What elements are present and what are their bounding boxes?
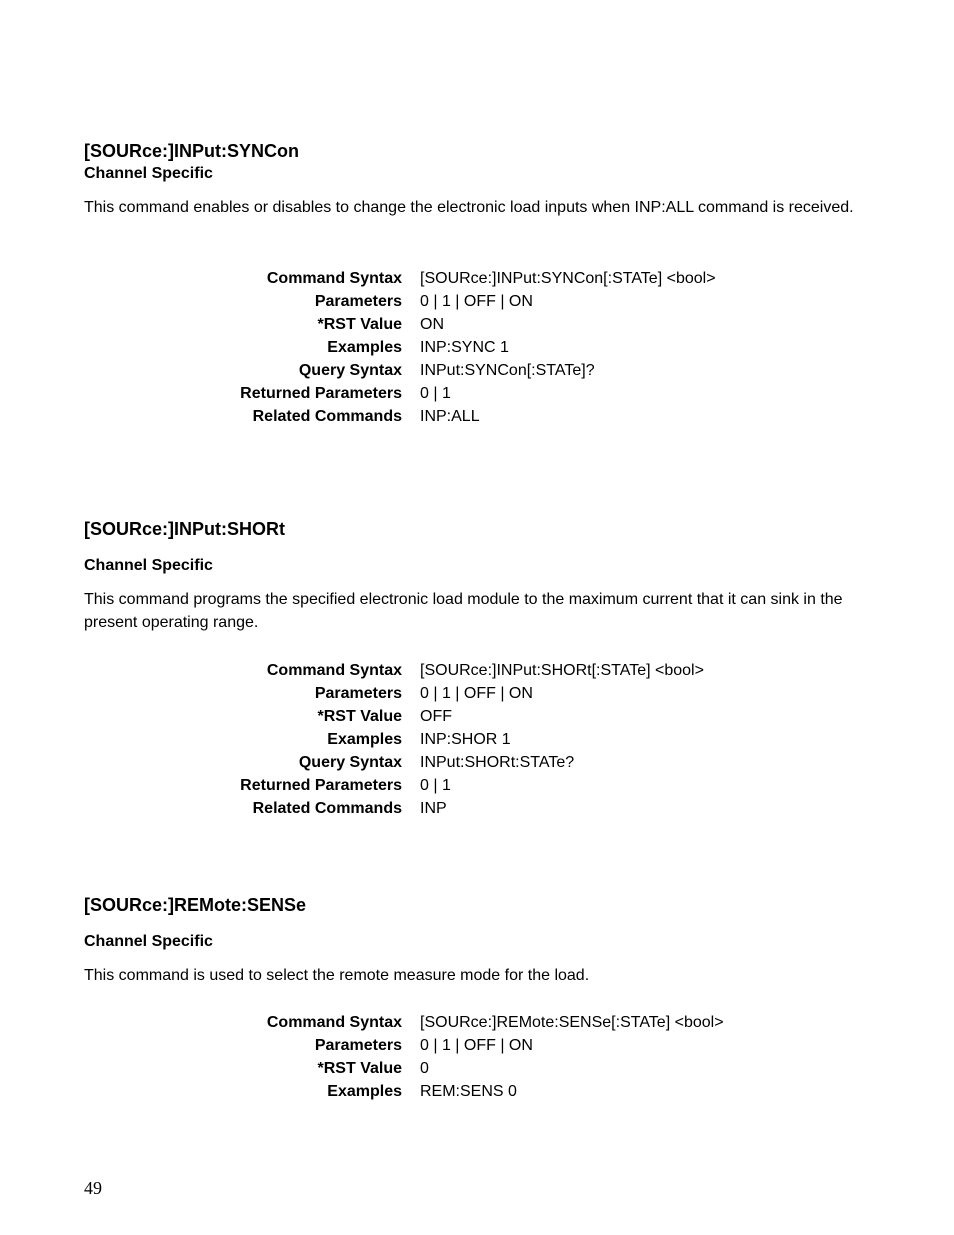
row-key: Query Syntax [298,754,402,771]
row-key: Examples [327,339,402,356]
row-key: Parameters [314,1037,402,1054]
section-title: [SOURce:]REMote:SENSe [84,895,307,915]
row-value: [SOURce:]INPut:SHORt[:STATe] <bool> [420,662,704,679]
row-key: Parameters [314,685,402,702]
table-row [84,1034,874,1057]
row-value: 0 | 1 | OFF | ON [420,685,533,702]
row-value: REM:SENS 0 [420,1083,517,1100]
section-description: This command enables or disables to change the electronic load inputs when INP:ALL command is received. [84,199,854,216]
row-key: *RST Value [317,316,402,333]
row-key: Related Commands [252,408,402,425]
table-row [84,705,874,728]
row-value: [SOURce:]REMote:SENSe[:STATe] <bool> [420,1014,724,1031]
row-key: Examples [327,731,402,748]
table-row [84,405,874,428]
table-row [84,682,874,705]
row-key: Examples [327,1083,402,1100]
section-title: [SOURce:]INPut:SHORt [84,519,285,539]
row-value: INP:ALL [420,408,480,425]
table-row [84,382,874,405]
row-value: INPut:SYNCon[:STATe]? [420,362,595,379]
row-key: *RST Value [317,708,402,725]
row-value: 0 [420,1060,429,1077]
row-value: INPut:SHORt:STATe? [420,754,575,771]
row-key: *RST Value [317,1060,402,1077]
row-value: INP:SHOR 1 [420,731,511,748]
section-description: This command is used to select the remote measure mode for the load. [84,967,590,984]
row-key: Returned Parameters [240,777,402,794]
table-row [84,797,874,820]
row-value: 0 | 1 | OFF | ON [420,293,533,310]
table-row [84,659,874,682]
row-key: Command Syntax [266,1014,402,1031]
row-value: INP [420,800,447,817]
row-key: Command Syntax [266,662,402,679]
row-value: 0 | 1 | OFF | ON [420,1037,533,1054]
table-row [84,728,874,751]
section-subtitle: Channel Specific [84,165,213,182]
row-key: Parameters [314,293,402,310]
row-value: ON [420,316,444,333]
section-input-short [84,518,874,817]
section-subtitle: Channel Specific [84,557,213,574]
row-value: OFF [420,708,452,725]
row-value: INP:SYNC 1 [420,339,509,356]
section-remote-sense [84,894,874,1100]
table-row [84,313,874,336]
section-subtitle: Channel Specific [84,933,213,950]
command-table [84,659,874,820]
table-row [84,774,874,797]
table-row [84,336,874,359]
row-value: 0 | 1 [420,777,451,794]
section-description: This command programs the specified electronic load module to the maximum current that it can sink in the present operating range. [84,591,843,631]
row-value: 0 | 1 [420,385,451,402]
section-input-syncon [84,140,874,425]
page-number: 49 [84,1178,102,1198]
table-row [84,267,874,290]
table-row [84,1080,874,1103]
command-table [84,267,874,428]
table-row [84,1011,874,1034]
table-row [84,359,874,382]
row-key: Query Syntax [298,362,402,379]
row-key: Returned Parameters [240,385,402,402]
row-key: Related Commands [252,800,402,817]
section-title: [SOURce:]INPut:SYNCon [84,141,299,161]
table-row [84,1057,874,1080]
table-row [84,290,874,313]
row-key: Command Syntax [266,270,402,287]
table-row [84,751,874,774]
row-value: [SOURce:]INPut:SYNCon[:STATe] <bool> [420,270,716,287]
command-table [84,1011,874,1103]
